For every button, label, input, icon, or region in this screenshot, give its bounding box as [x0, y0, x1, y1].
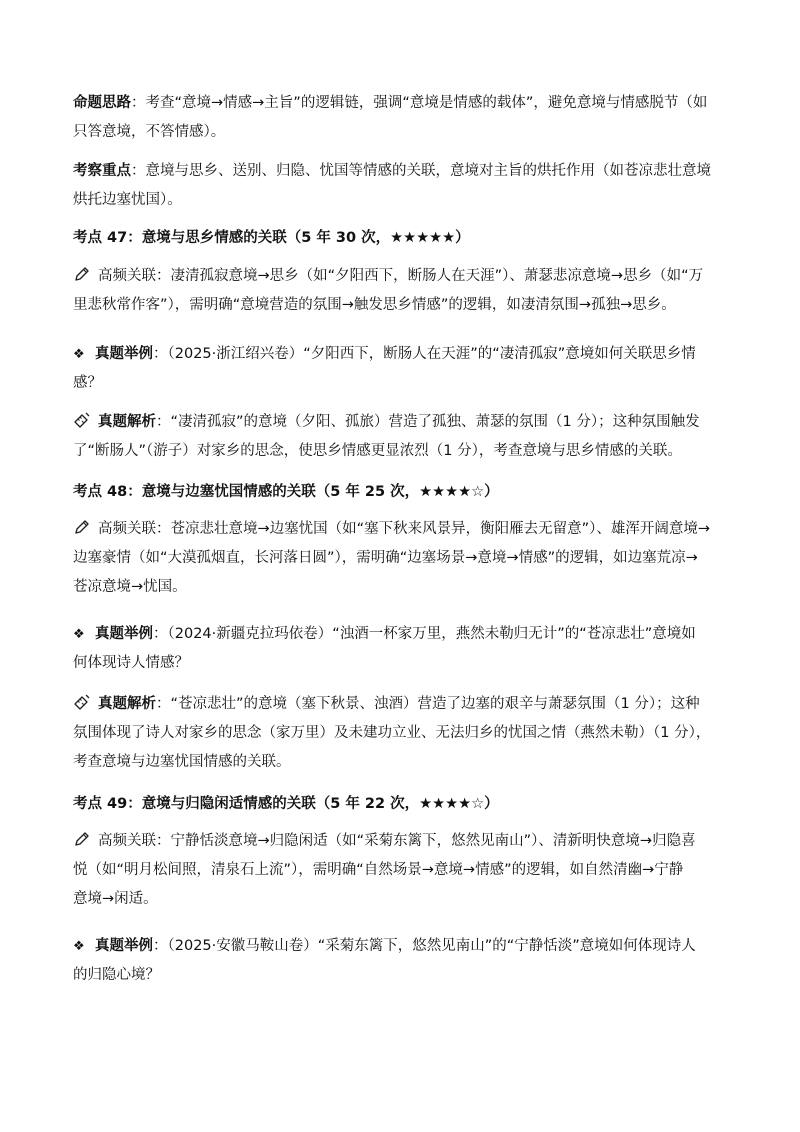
point-47-example: ❖ 真题举例：（2025·浙江绍兴卷）“夕阳西下，断肠人在天涯”的“凄清孤寂”意境如何关联思乡情 感？	[73, 340, 743, 398]
point-48-analysis: 真题解析：“苍凉悲壮”的意境（塞下秋景、浊酒）营造了边塞的艰辛与萧瑟氛围（1 分）；这种 氛围体现了诗人对家乡的思念（家万里）及未建功立业、无法归乡的忧国之情（燕然未勒）（1 分）， 考查意境与边塞忧国情感的关联。	[73, 690, 743, 777]
point-47-gaopin: 高频关联：凄清孤寂意境→思乡（如“夕阳西下，断肠人在天涯”）、萧瑟悲凉意境→思乡（如“万 里悲秋常作客”），需明确“意境营造的氛围→触发思乡情感”的逻辑，如凄清氛围→孤独→思乡。	[73, 262, 743, 320]
point-49-gaopin: 高频关联：宁静恬淡意境→归隐闲适（如“采菊东篱下，悠然见南山”）、清新明快意境→归隐喜 悦（如“明月松间照，清泉石上流”），需明确“自然场景→意境→情感”的逻辑，如自然清幽→宁静 意境→闲适。	[73, 827, 743, 914]
pencil-icon	[73, 830, 93, 848]
point-48-example: ❖ 真题举例：（2024·新疆克拉玛依卷）“浊酒一杯家万里，燕然未勒归无计”的“苍凉悲壮”意境如 何体现诗人情感？	[73, 620, 743, 678]
pencil-icon	[73, 518, 93, 536]
point-47-heading: 考点 47：意境与思乡情感的关联（5 年 30 次，★★★★★）	[73, 230, 470, 246]
kaocha-label: 考察重点	[73, 163, 131, 179]
point-48-gaopin: 高频关联：苍凉悲壮意境→边塞忧国（如“塞下秋来风景异，衡阳雁去无留意”）、雄浑开阔意境→ 边塞豪情（如“大漠孤烟直，长河落日圆”），需明确“边塞场景→意境→情感”的逻辑，如边塞荒凉→ 苍凉意境→忧国。	[73, 515, 743, 602]
point-49-heading: 考点 49：意境与归隐闲适情感的关联（5 年 22 次，★★★★☆）	[73, 796, 499, 812]
mingti-label: 命题思路	[73, 95, 131, 111]
ruler-pencil-icon	[73, 693, 93, 711]
diamond-bullet-icon: ❖	[73, 347, 85, 362]
point-49-example: ❖ 真题举例：（2025·安徽马鞍山卷）“采菊东篱下，悠然见南山”的“宁静恬淡”意境如何体现诗人 的归隐心境？	[73, 932, 743, 990]
ruler-pencil-icon	[73, 411, 93, 429]
point-47-analysis: 真题解析：“凄清孤寂”的意境（夕阳、孤旅）营造了孤独、萧瑟的氛围（1 分）；这种氛围触发 了“断肠人”（游子）对家乡的思念，使思乡情感更显浓烈（1 分），考查意境与思乡情感的关联。	[73, 408, 743, 466]
point-48-heading: 考点 48：意境与边塞忧国情感的关联（5 年 25 次，★★★★☆）	[73, 484, 499, 500]
pencil-icon	[73, 265, 93, 283]
diamond-bullet-icon: ❖	[73, 939, 85, 954]
mingti-paragraph: 命题思路：考查“意境→情感→主旨”的逻辑链，强调“意境是情感的载体”，避免意境与情感脱节（如 只答意境，不答情感）。	[73, 95, 708, 140]
kaocha-paragraph: 考察重点：意境与思乡、送别、归隐、忧国等情感的关联，意境对主旨的烘托作用（如苍凉悲壮意境 烘托边塞忧国）。	[73, 163, 711, 208]
diamond-bullet-icon: ❖	[73, 627, 85, 642]
